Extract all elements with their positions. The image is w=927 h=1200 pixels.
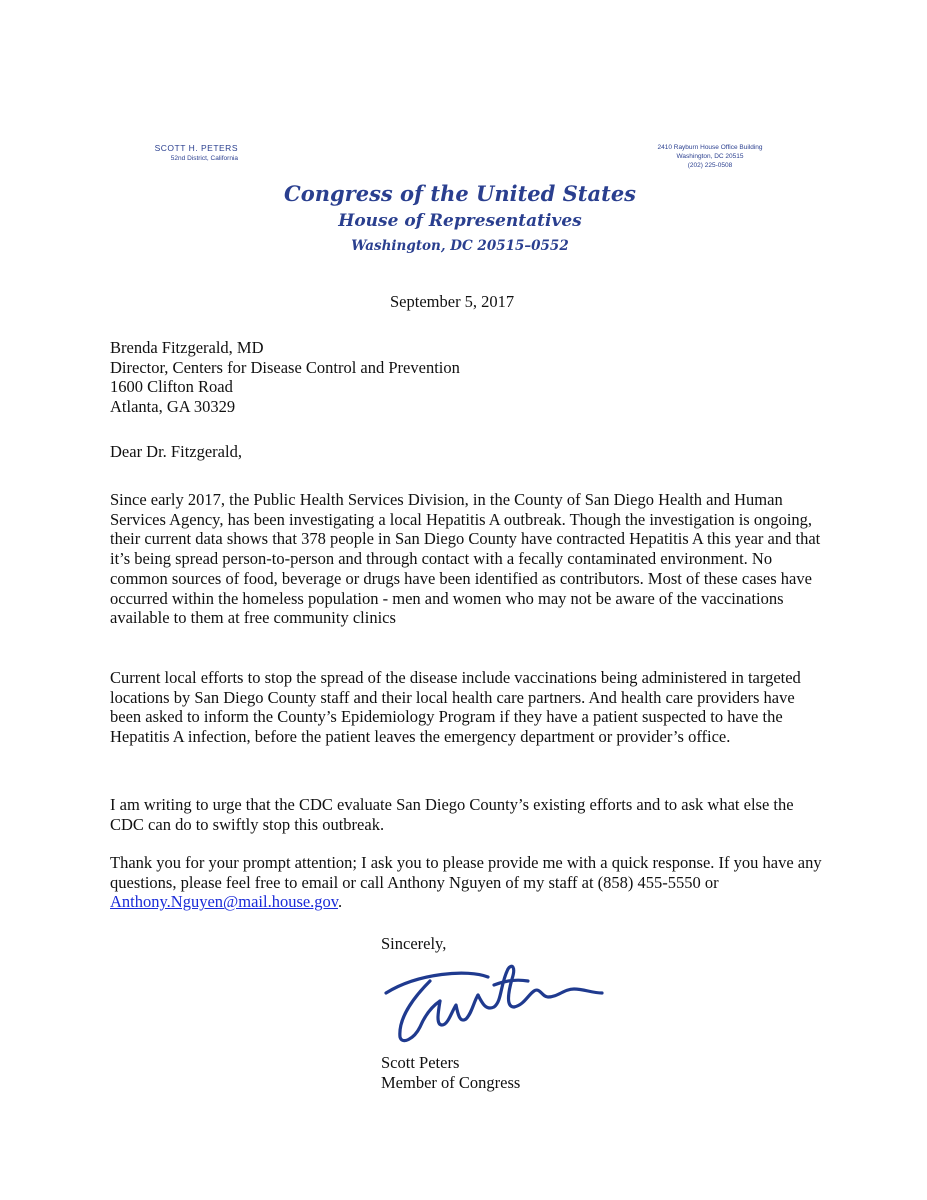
signer-block [381,1053,520,1092]
recipient-line: 1600 Clifton Road [110,377,233,397]
house-title: House of Representatives [338,211,582,231]
letterhead-office-block [640,143,780,170]
recipient-line: Brenda Fitzgerald, MD [110,338,264,357]
salutation: Dear Dr. Fitzgerald, [110,442,242,461]
congress-title: Congress of the United States [283,181,637,206]
body-paragraph: Since early 2017, the Public Health Services Division, in the County of San Diego Health and Human Services Agency, has been investigating a local Hepatitis A outbreak. Though the investigation is ongoing, their current data shows that 378 people in San Diego County have contracted Hepatitis A this year and that it’s being spread person-to-person and through contact with a fecally contaminated environment. No common sources of food, beverage or drugs have been identified as contributors. Most of these cases have occurred within the homeless population - men and women who may not be aware of the vaccinations available to them at free community clinics [110,490,821,628]
closing-paragraph-text: Thank you for your prompt attention; I ask you to please provide me with a quick response. If you have any questions, please feel free to email or call Anthony Nguyen of my staff at (858) 455-5550 or [110,853,822,892]
closing-salutation: Sincerely, [381,934,447,953]
staff-email-link[interactable]: Anthony.Nguyen@mail.house.gov [110,892,338,912]
office-city: Washington, DC 20515 [676,153,744,160]
letterhead-member-block [118,143,238,164]
handwritten-signature [378,955,608,1047]
member-district: 52nd District, California [170,155,238,162]
letterhead-city: Washington, DC 20515–0552 [351,238,569,254]
signer-name: Scott Peters [381,1053,460,1072]
member-name: SCOTT H. PETERS [154,143,238,153]
recipient-line: Atlanta, GA 30329 [110,397,236,417]
letterhead-seal-text [260,180,660,258]
closing-paragraph-end: . [338,892,343,912]
recipient-address [110,338,830,417]
body-paragraph: I am writing to urge that the CDC evaluate San Diego County’s existing efforts and to ask what else the CDC can do to swiftly stop this outbreak. [110,795,794,834]
office-address: 2410 Rayburn House Office Building [657,144,763,151]
closing-paragraph [110,853,822,912]
office-phone: (202) 225-0508 [687,162,733,169]
signer-title: Member of Congress [381,1072,521,1092]
recipient-line: Director, Centers for Disease Control and Prevention [110,357,460,377]
body-paragraph: Current local efforts to stop the spread of the disease include vaccinations being administered in targeted locations by San Diego County staff and their local health care partners. And health care providers have been asked to inform the County’s Epidemiology Program if they have a patient suspected to have the Hepatitis A infection, before the patient leaves the emergency department or provider’s office. [110,668,801,747]
letter-date: September 5, 2017 [390,292,515,311]
